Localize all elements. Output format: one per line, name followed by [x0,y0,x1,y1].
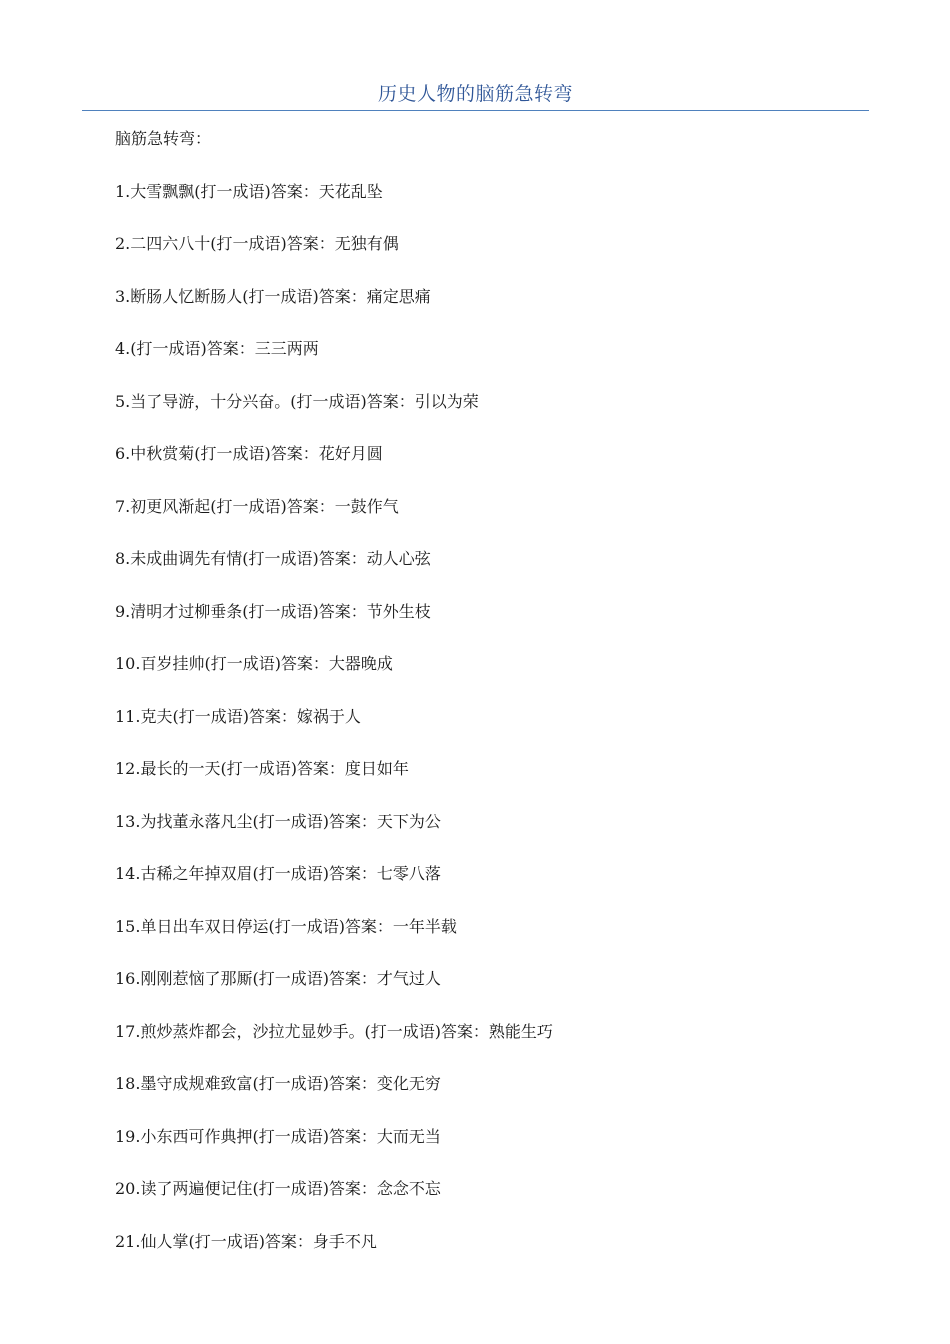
riddle-item: 9.清明才过柳垂条(打一成语)答案：节外生枝 [115,601,431,621]
riddle-item: 13.为找董永落凡尘(打一成语)答案：天下为公 [115,811,441,831]
riddle-item: 4.(打一成语)答案：三三两两 [115,339,319,358]
riddle-item: 3.断肠人忆断肠人(打一成语)答案：痛定思痛 [115,286,431,306]
riddle-item: 18.墨守成规难致富(打一成语)答案：变化无穷 [115,1074,441,1093]
riddle-item: 7.初更风渐起(打一成语)答案：一鼓作气 [115,496,399,516]
riddle-item: 14.古稀之年掉双眉(打一成语)答案：七零八落 [115,864,441,883]
riddle-item: 1.大雪飘飘(打一成语)答案：天花乱坠 [115,181,383,201]
riddle-item: 17.煎炒蒸炸都会，沙拉尤显妙手。(打一成语)答案：熟能生巧 [115,1021,553,1041]
riddle-list [115,179,855,1282]
riddle-item: 8.未成曲调先有情(打一成语)答案：动人心弦 [115,549,431,568]
riddle-item: 21.仙人掌(打一成语)答案：身手不凡 [115,1231,377,1251]
riddle-item: 11.克夫(打一成语)答案：嫁祸于人 [115,706,361,726]
riddle-item: 19.小东西可作典押(打一成语)答案：大而无当 [115,1126,441,1146]
riddle-item: 5.当了导游，十分兴奋。(打一成语)答案：引以为荣 [115,391,479,411]
riddle-item: 2.二四六八十(打一成语)答案：无独有偶 [115,234,399,253]
document-body [115,126,855,1251]
riddle-item: 15.单日出车双日停运(打一成语)答案：一年半载 [115,916,457,936]
intro-text: 脑筋急转弯： [115,129,212,148]
document-title: 历史人物的脑筋急转弯 [377,83,573,105]
riddle-item: 12.最长的一天(打一成语)答案：度日如年 [115,759,409,778]
riddle-item: 6.中秋赏菊(打一成语)答案：花好月圆 [115,444,383,463]
riddle-item: 16.刚刚惹恼了那厮(打一成语)答案：才气过人 [115,969,441,988]
riddle-item: 20.读了两遍便记住(打一成语)答案：念念不忘 [115,1179,441,1198]
riddle-item: 10.百岁挂帅(打一成语)答案：大器晚成 [115,654,393,673]
page-header [82,80,869,111]
